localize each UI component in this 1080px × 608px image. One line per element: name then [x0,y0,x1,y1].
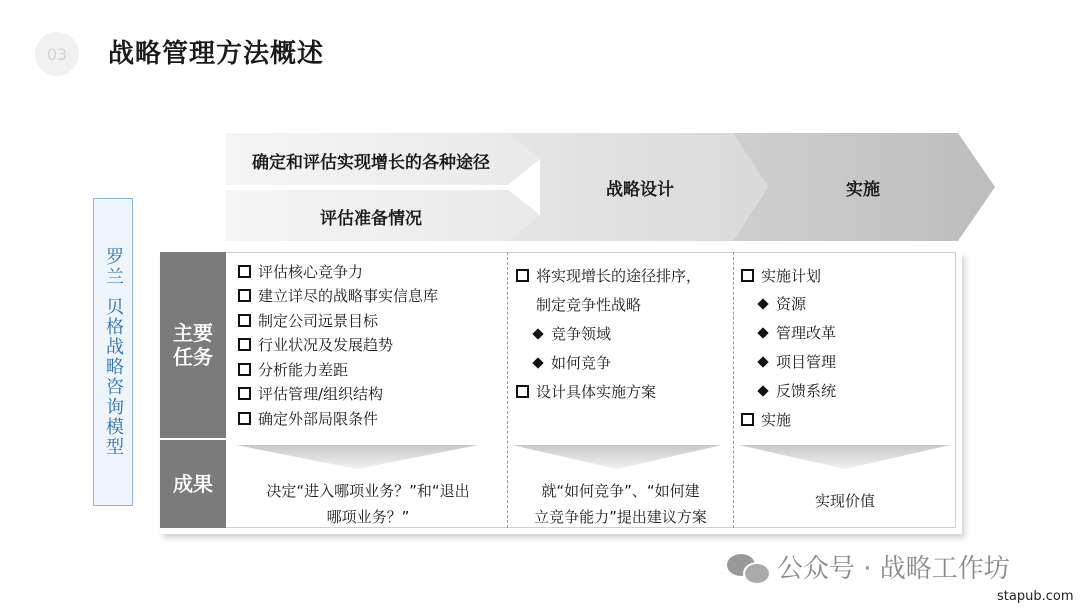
list-item: 将实现增长的途径排序， [516,261,701,289]
watermark: 公众号 · 战略工作坊 [727,548,1010,585]
square-bullet-icon [238,363,251,376]
square-bullet-icon [741,269,754,282]
list-item: 行业状况及发展趋势 [238,333,438,358]
page-title: 战略管理方法概述 [108,39,325,69]
list-item: 实施 [741,405,836,434]
diamond-bullet-icon [532,357,543,368]
square-bullet-icon [516,385,529,398]
list-item: 建立详尽的战略事实信息库 [238,284,438,309]
footer-url: stapub.com [997,589,1074,604]
column3-result: 实现价值 [814,492,875,510]
list-item: 设计具体实施方案 [516,377,701,406]
square-bullet-icon [238,387,251,400]
diamond-bullet-icon [532,328,543,339]
square-bullet-icon [238,338,251,351]
diamond-bullet-icon [757,385,768,396]
row-header-results: 成果 [160,440,226,528]
phase1-bottom-label: 评估准备情况 [320,209,422,229]
column3-task-list [741,261,836,434]
square-bullet-icon [238,412,251,425]
phase1-top-label: 确定和评估实现增长的各种途径 [252,153,490,173]
list-item: 评估核心竞争力 [238,259,438,284]
list-item: 反馈系统 [741,376,836,405]
list-item: 确定外部局限条件 [238,406,438,431]
list-item: 管理改革 [741,318,836,347]
side-label-line1: 罗兰 [103,247,124,287]
down-triangle-icon [739,445,950,469]
diamond-bullet-icon [757,356,768,367]
list-item: 实施计划 [741,261,836,289]
down-triangle-icon [512,445,722,469]
list-item: 竞争领域 [516,319,701,348]
list-item: 制定公司远景目标 [238,308,438,333]
square-bullet-icon [238,265,251,278]
column-divider-2 [733,252,734,528]
result-triangles [0,445,1080,475]
square-bullet-icon [238,289,251,302]
phase3-label: 实施 [846,180,880,200]
list-item: 评估管理/组织结构 [238,382,438,407]
list-item: 项目管理 [741,347,836,376]
phase2-label: 战略设计 [606,180,674,200]
square-bullet-icon [238,314,251,327]
slide-number-badge: 03 [35,32,79,76]
square-bullet-icon [516,269,529,282]
list-item: 分析能力差距 [238,357,438,382]
list-item: 如何竞争 [516,348,701,377]
square-bullet-icon [741,413,754,426]
row-header-tasks: 主要任务 [160,252,226,438]
column2-task-list [516,261,701,406]
list-item: 资源 [741,289,836,318]
wechat-icon [727,552,769,582]
diamond-bullet-icon [757,298,768,309]
column1-task-list [238,259,438,431]
side-label-line2: 贝格战略咨询模型 [103,297,124,457]
diamond-bullet-icon [757,327,768,338]
column2-result: 就“如何竞争”、“如何建 立竞争能力”提出建议方案 [534,482,707,526]
down-triangle-icon [236,445,478,469]
list-item: 制定竞争性战略 [536,295,642,314]
column1-result: 决定“进入哪项业务？”和“退出 哪项业务？” [266,482,470,526]
